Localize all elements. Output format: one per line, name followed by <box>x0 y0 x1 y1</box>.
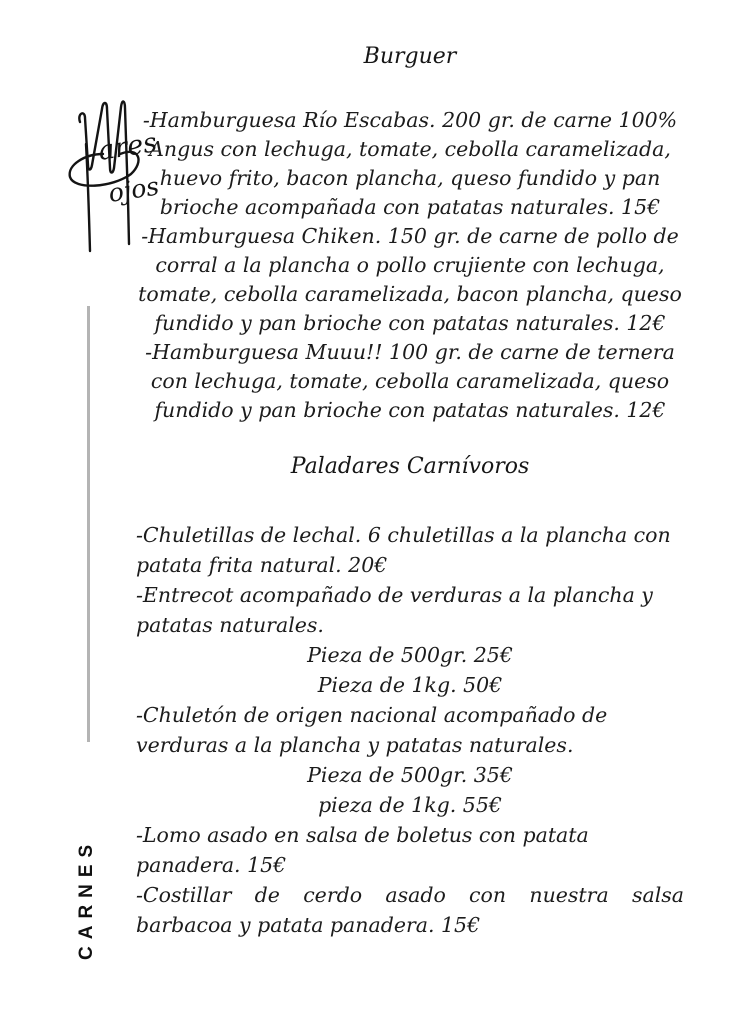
menu-item-price-line: pieza de 1kg. 55€ <box>318 793 502 817</box>
page-title: Burguer <box>363 44 457 69</box>
paladares-items-block <box>136 520 684 940</box>
menu-item: -Hamburguesa Chiken. 150 gr. de carne de pollo de corral a la plancha o pollo crujiente con lechuga, tomate, cebolla caramelizada, bacon plancha, queso fundido y pan brioche con patatas naturales. 12€ <box>138 224 682 335</box>
menu-item-price-line: Pieza de 500gr. 35€ <box>307 763 513 787</box>
menu-item: -Costillar de cerdo asado con nuestra salsa barbacoa y patata panadera. 15€ <box>136 883 684 937</box>
logo-text-ares: ares <box>96 127 160 167</box>
menu-item-price-line: Pieza de 1kg. 50€ <box>317 673 503 697</box>
burguer-items-block <box>136 106 684 425</box>
logo-letter-r-stem-stroke <box>86 144 90 251</box>
menu-item: -Entrecot acompañado de verduras a la plancha y patatas naturales. <box>136 583 653 637</box>
logo-text-ojos: ojos <box>106 171 162 208</box>
side-label-carnes: CARNES <box>76 837 97 960</box>
section-heading: Paladares Carnívoros <box>290 454 530 479</box>
vertical-divider-line <box>87 306 90 742</box>
menu-item: -Hamburguesa Muuu!! 100 gr. de carne de ternera con lechuga, tomate, cebolla caramelizada, queso fundido y pan brioche con patatas naturales. 12€ <box>145 340 675 422</box>
menu-item: -Hamburguesa Río Escabas. 200 gr. de carne 100% Angus con lechuga, tomate, cebolla caramelizada, huevo frito, bacon plancha, queso fundido y pan brioche acompañada con patatas naturales. 15€ <box>142 108 678 219</box>
menu-item: -Chuletillas de lechal. 6 chuletillas a la plancha con patata frita natural. 20€ <box>136 523 671 577</box>
menu-item: -Chuletón de origen nacional acompañado de verduras a la plancha y patatas naturales. <box>136 703 608 757</box>
menu-item-price-line: Pieza de 500gr. 25€ <box>307 643 513 667</box>
menu-item: -Lomo asado en salsa de boletus con patata panadera. 15€ <box>136 823 589 877</box>
